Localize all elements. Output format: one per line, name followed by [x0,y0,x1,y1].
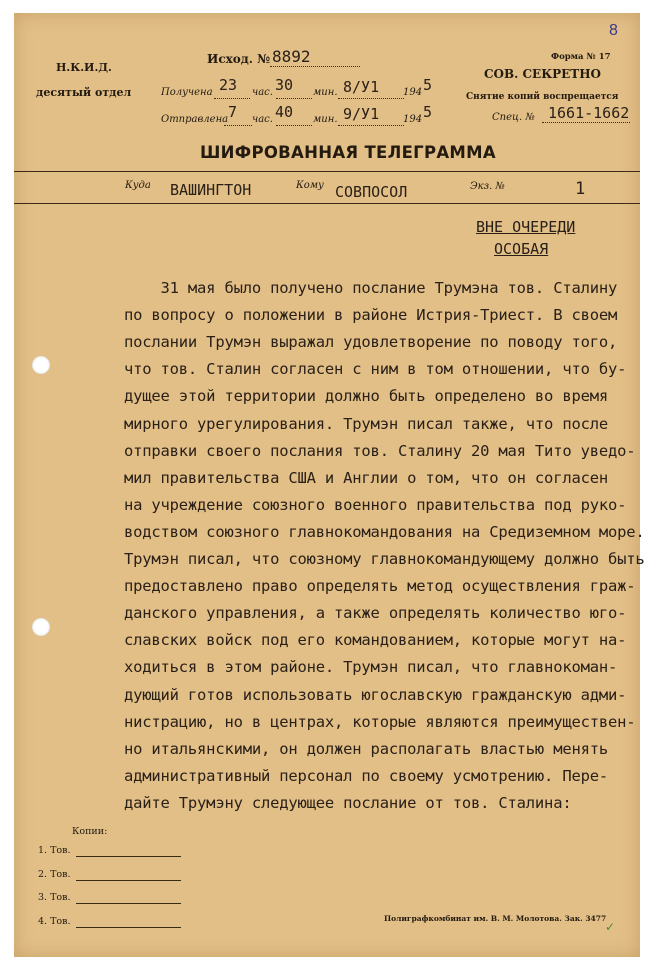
sent-date-line [338,125,404,126]
received-hour: 23 [219,76,238,94]
body-line: дующий готов использовать югославскую гражданскую адми- [124,685,627,704]
sent-label: Отправлена [161,114,229,125]
received-label: Получена [161,87,213,98]
body-line: отправки своего послания тов. Сталину 20 мая Тито уведо- [124,441,636,460]
spec-value: 1661-1662 [548,104,630,122]
body-line: нистрацию, но в центрах, которые являются преимуществен- [124,712,636,731]
received-hour-line [214,98,250,99]
printer-imprint: Полиграфкомбинат им. В. М. Молотова. Зак. 3477 [384,914,607,923]
document-title: ШИФРОВАННАЯ ТЕЛЕГРАММА [200,143,496,162]
sent-hour: 7 [228,103,238,121]
received-min-line [276,98,312,99]
check-mark: ✓ [605,920,616,934]
ref-label: Исход. № [207,52,271,66]
org-name: Н.К.И.Д. [56,61,112,74]
addressee-top-rule [14,171,640,172]
whom-label: Кому [296,180,324,191]
ref-underline [270,66,360,67]
sent-year-prefix: 194 [403,114,423,125]
addressee-bottom-rule [14,203,640,204]
received-hour-label: час. [252,87,273,98]
sent-hour-line [224,125,252,126]
sent-min-line [276,125,312,126]
copy-entry-label: 2. Тов. [38,868,71,880]
body-line: что тов. Сталин согласен с ним в том отношении, что бу- [124,360,627,379]
to-value: ВАШИНГТОН [170,181,252,199]
body-line: административный персонал по своему усмотрению. Пере- [124,766,608,785]
body-line: предоставлено право определять метод осуществления граж- [124,577,636,596]
copy-entry-line [76,880,181,881]
copy-entry-line [76,903,181,904]
sent-year-digit: 5 [423,103,433,121]
body-line: послании Трумэн выражал удовлетворение по поводу того, [124,333,618,352]
punch-hole-bottom [32,618,50,636]
body-line: мирного урегулирования. Трумэн писал также, что после [124,414,608,433]
form-label: Форма № 17 [551,52,611,62]
copy-value: 1 [575,179,586,199]
received-year-digit: 5 [423,76,433,94]
spec-label: Спец. № [492,112,535,123]
body-line: Трумэн писал, что союзному главнокомандующему должно быть [124,550,645,568]
copy-label: Экз. № [470,181,505,192]
received-year-prefix: 194 [403,87,423,98]
classification: СОВ. СЕКРЕТНО [484,67,602,81]
sent-hour-label: час. [252,114,273,125]
received-min-label: мин. [313,87,338,98]
copy-entry-label: 4. Тов. [38,915,71,927]
copies-label: Копии: [72,826,108,837]
punch-hole-top [32,356,50,374]
spec-underline [542,122,630,123]
priority-line-2: ОСОБАЯ [494,240,549,258]
body-line: на учреждение союзного военного правительства под руко- [124,495,627,514]
department: десятый отдел [36,86,132,99]
copy-entry-label: 3. Тов. [38,892,71,903]
body-line: 31 мая было получено послание Трумэна тов. Сталину [124,279,618,297]
body-line: ходиться в этом районе. Трумэн писал, что главнокоман- [124,658,618,677]
received-date: 8/У1 [343,78,380,96]
no-copies-notice: Снятие копий воспрещается [466,92,619,102]
copy-entry-label: 1. Тов. [38,845,71,856]
received-min: 30 [275,76,294,94]
body-line: славских войск под его командованием, которые могут на- [124,631,627,650]
ref-value: 8892 [272,47,311,66]
copy-entry-line [76,856,181,857]
priority-line-1: ВНЕ ОЧЕРЕДИ [476,218,576,236]
to-label: Куда [125,180,151,191]
body-line: дайте Трумэну следующее послание от тов. Сталина: [124,793,572,812]
sent-min: 40 [275,103,294,121]
sent-date: 9/У1 [343,105,380,123]
sent-min-label: мин. [313,114,338,125]
received-date-line [338,98,404,99]
body-line: данского управления, а также определять количество юго- [124,604,627,623]
page-number-handwritten: 8 [609,22,618,39]
copy-entry-line [76,927,181,928]
body-line: но итальянскими, он должен располагать властью менять [124,739,608,758]
body-line: водством союзного главнокомандования на Средиземном море. [124,522,645,541]
body-line: мил правительства США и Англии о том, что он согласен [124,468,608,487]
whom-value: СОВПОСОЛ [335,183,408,201]
body-line: дущее этой территории должно быть определено во время [124,387,608,406]
body-line: по вопросу о положении в районе Истрия-Триест. В своем [124,306,618,325]
